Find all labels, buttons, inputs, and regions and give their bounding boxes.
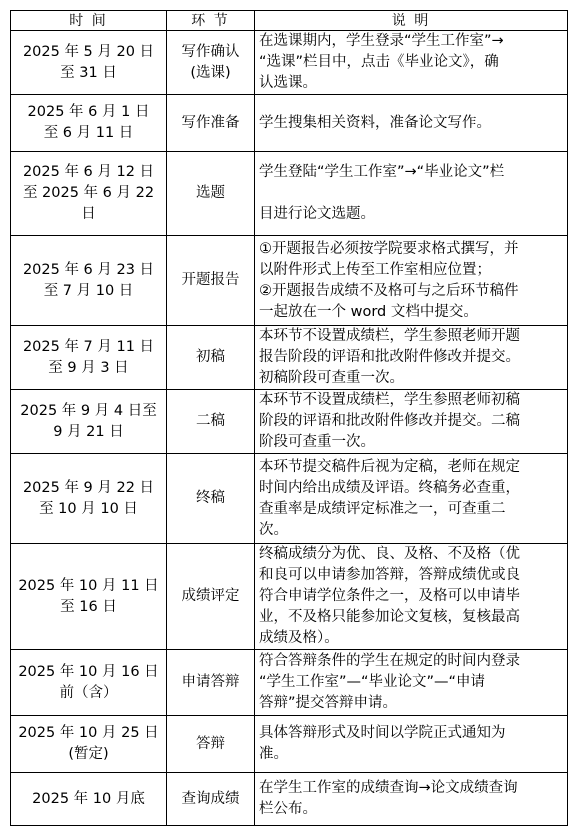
cell-time <box>11 390 167 454</box>
desc-line: 初稿阶段可查重一次。 <box>259 370 404 386</box>
time-line: 至 6 月 11 日 <box>43 125 134 141</box>
time-line: 至 9 月 3 日 <box>48 359 129 376</box>
time-line: 至 16 日 <box>60 598 117 615</box>
cell-step <box>167 236 255 326</box>
desc-line: 时间内给出成绩及评语。终稿务必查重， <box>259 479 520 496</box>
table-row <box>11 454 568 544</box>
cell-time <box>11 650 167 716</box>
cell-time <box>11 31 167 95</box>
table-row <box>11 773 568 826</box>
step-line: 写作确认 <box>181 43 240 60</box>
desc-line: 和良可以申请参加答辩，答辩成绩优或良 <box>259 567 520 583</box>
desc-line: 学生搜集相关资料，准备论文写作。 <box>259 114 491 131</box>
desc-line: 阶段可查重一次。 <box>259 434 375 450</box>
cell-step <box>167 454 255 544</box>
cell-time <box>11 326 167 390</box>
desc-line: 以附件形式上传至工作室相应位置； <box>259 261 491 278</box>
desc-line: 查重率是成绩评定标准之一，可查重二 <box>259 500 506 517</box>
cell-desc <box>255 390 568 454</box>
time-line: 至 7 月 10 日 <box>43 282 134 299</box>
desc-line: 认选课。 <box>259 75 317 91</box>
desc-line: 报告阶段的评语和批改附件修改并提交。 <box>259 349 520 365</box>
cell-time <box>11 152 167 236</box>
desc-line: 次。 <box>259 521 288 538</box>
blank-line <box>259 183 563 204</box>
cell-time <box>11 95 167 152</box>
cell-step <box>167 773 255 826</box>
time-line: 2025 年 6 月 1 日 <box>27 104 150 120</box>
desc-line: ①开题报告必须按学院要求格式撰写，并 <box>259 240 519 257</box>
header-step: 环 节 <box>167 11 255 31</box>
cell-desc <box>255 152 568 236</box>
desc-line: 本环节不设置成绩栏，学生参照老师开题 <box>259 328 520 344</box>
cell-step <box>167 95 255 152</box>
step-line: 初稿 <box>196 349 225 365</box>
desc-line: 成绩及格）。 <box>259 630 339 646</box>
time-line: 2025 年 10 月 25 日 <box>18 725 159 741</box>
time-line: 2025 年 9 月 22 日 <box>22 479 155 496</box>
cell-time <box>11 454 167 544</box>
cell-time <box>11 773 167 826</box>
time-line: 至 31 日 <box>60 64 117 81</box>
time-line: 2025 年 7 月 11 日 <box>22 338 155 355</box>
time-line: 日 <box>81 206 96 222</box>
desc-line: 学生登陆“学生工作室”→“毕业论文”栏 <box>259 164 505 180</box>
time-line: 前（含） <box>59 684 118 701</box>
desc-line: 答辩”提交答辩申请。 <box>259 695 398 711</box>
header-time: 时 间 <box>11 11 167 31</box>
cell-desc <box>255 326 568 390</box>
table-row <box>11 544 568 650</box>
table-row <box>11 31 568 95</box>
time-line: 2025 年 6 月 12 日 <box>22 164 155 180</box>
cell-desc <box>255 236 568 326</box>
cell-desc <box>255 773 568 826</box>
time-line: 至 10 月 10 日 <box>39 500 138 517</box>
table-row <box>11 95 568 152</box>
desc-line: 符合答辩条件的学生在规定的时间内登录 <box>259 653 520 669</box>
desc-line: “选课”栏目中，点击《毕业论文》，确 <box>259 54 499 70</box>
table-row <box>11 650 568 716</box>
time-line: 至 2025 年 6 月 22 <box>22 185 155 201</box>
cell-desc <box>255 544 568 650</box>
desc-line: 本环节提交稿件后视为定稿，老师在规定 <box>259 458 520 475</box>
desc-line: 在选课期内，学生登录“学生工作室”→ <box>259 33 504 49</box>
time-line: 2025 年 5 月 20 日 <box>22 43 155 60</box>
cell-step <box>167 326 255 390</box>
cell-step <box>167 31 255 95</box>
cell-desc <box>255 454 568 544</box>
step-line: 写作准备 <box>181 114 240 131</box>
desc-line: ②开题报告成绩不及格可与之后环节稿件 <box>259 282 519 299</box>
step-line: 成绩评定 <box>181 588 240 604</box>
time-line: 2025 年 6 月 23 日 <box>22 261 155 278</box>
step-line: 查询成绩 <box>181 790 240 807</box>
desc-line: 业，不及格只能参加论文复核，复核最高 <box>259 609 520 625</box>
table-row <box>11 716 568 773</box>
step-line: (选课) <box>190 64 231 81</box>
cell-step <box>167 390 255 454</box>
step-line: 答辩 <box>196 735 225 752</box>
desc-line: “学生工作室”—“毕业论文”—“申请 <box>259 674 486 690</box>
header-row <box>11 11 568 31</box>
cell-time <box>11 716 167 773</box>
desc-line: 符合申请学位条件之一，及格可以申请毕 <box>259 588 520 604</box>
table-row <box>11 326 568 390</box>
time-line: 2025 年 9 月 4 日至 <box>20 402 157 419</box>
cell-time <box>11 236 167 326</box>
time-line: 9 月 21 日 <box>53 423 124 440</box>
desc-line: 一起放在一个 word 文档中提交。 <box>259 303 478 320</box>
desc-line: 在学生工作室的成绩查询→论文成绩查询 <box>259 780 518 796</box>
cell-desc <box>255 716 568 773</box>
time-line: 2025 年 10 月 11 日 <box>18 577 159 594</box>
desc-line: 目进行论文选题。 <box>259 206 375 222</box>
desc-line: 准。 <box>259 746 288 762</box>
desc-line: 本环节不设置成绩栏，学生参照老师初稿 <box>259 392 520 408</box>
cell-desc <box>255 31 568 95</box>
time-line: 2025 年 10 月底 <box>32 790 145 807</box>
desc-line: 具体答辩形式及时间以学院正式通知为 <box>259 725 506 741</box>
cell-desc <box>255 95 568 152</box>
header-desc: 说 明 <box>255 11 568 31</box>
desc-line: 阶段的评语和批改附件修改并提交。二稿 <box>259 413 520 429</box>
cell-desc <box>255 650 568 716</box>
time-line: (暂定) <box>68 746 109 762</box>
table-row <box>11 152 568 236</box>
step-line: 选题 <box>196 185 225 201</box>
step-line: 终稿 <box>196 490 225 506</box>
step-line: 开题报告 <box>181 272 240 288</box>
step-line: 二稿 <box>196 413 225 429</box>
desc-line: 栏公布。 <box>259 801 317 817</box>
time-line: 2025 年 10 月 16 日 <box>18 663 159 680</box>
cell-step <box>167 716 255 773</box>
cell-step <box>167 152 255 236</box>
table-row <box>11 390 568 454</box>
cell-step <box>167 544 255 650</box>
cell-time <box>11 544 167 650</box>
step-line: 申请答辩 <box>181 674 240 690</box>
schedule-table <box>10 10 568 826</box>
cell-step <box>167 650 255 716</box>
desc-line: 终稿成绩分为优、良、及格、不及格（优 <box>259 546 520 562</box>
table-row <box>11 236 568 326</box>
